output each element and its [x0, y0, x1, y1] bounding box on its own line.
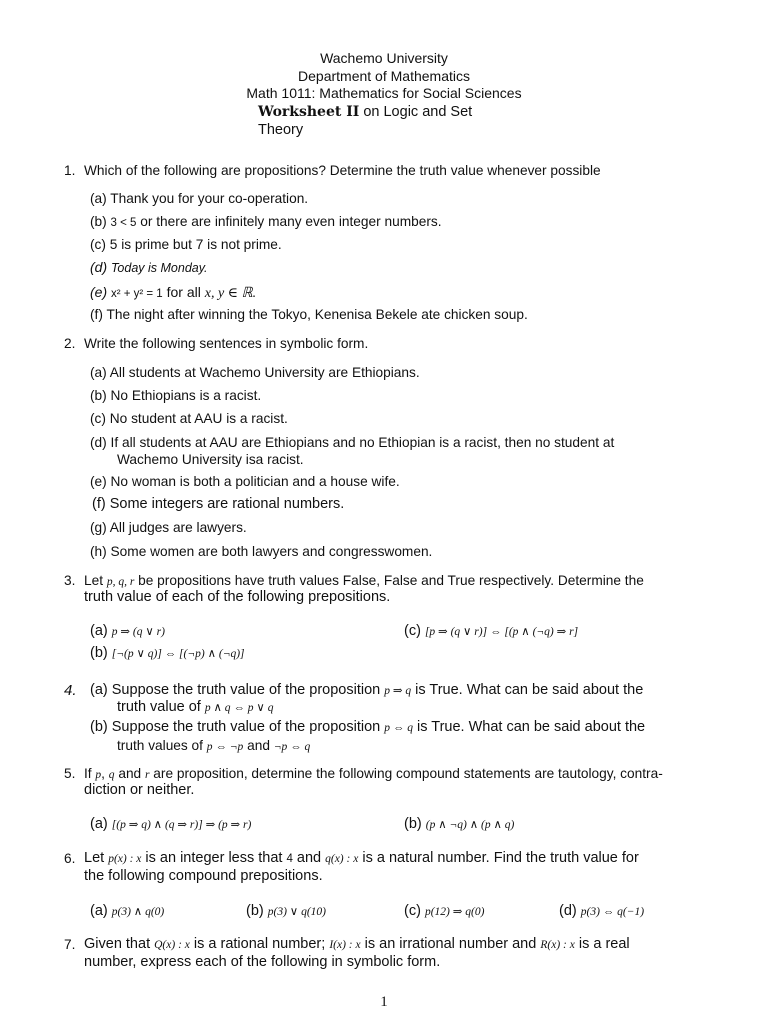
question-4-number: 4. — [64, 682, 77, 699]
q2-item-a: (a) All students at Wachemo University are Ethiopians. — [90, 365, 420, 380]
q1-item-b: (b) 3 < 5 or there are infinitely many even integer numbers. — [90, 214, 442, 229]
q2-item-h: (h) Some women are both lawyers and congresswomen. — [90, 544, 433, 559]
question-1-number: 1. — [64, 163, 76, 178]
q2-item-e: (e) No woman is both a politician and a house wife. — [90, 474, 400, 489]
question-5-text: If p, q and r are proposition, determine the following compound statements are tautology, contra- — [84, 766, 663, 781]
page-number: 1 — [380, 994, 388, 1010]
q4-item-a-line2: truth value of p ∧ q ⇔ p ∨ q — [117, 699, 274, 715]
q5-item-a: (a) [(p ⇒ q) ∧ (q ⇒ r)] ⇒ (p ⇒ r) — [90, 816, 252, 832]
document-header — [0, 50, 768, 103]
question-6-text-line2: the following compound prepositions. — [84, 868, 323, 884]
question-3-number: 3. — [64, 573, 76, 588]
q6-item-d: (d) p(3) ⇔ q(−1) — [559, 903, 645, 919]
q2-item-d-line2: Wachemo University isa racist. — [117, 452, 304, 467]
question-7-number: 7. — [64, 937, 76, 952]
q2-item-g: (g) All judges are lawyers. — [90, 520, 247, 535]
q6-item-b: (b) p(3) ∨ q(10) — [246, 903, 327, 919]
course-title: Math 1011: Mathematics for Social Sciences — [246, 85, 522, 101]
question-6-number: 6. — [64, 851, 76, 866]
question-1-text: Which of the following are propositions? Determine the truth value whenever possible — [84, 163, 601, 178]
department-name: Department of Mathematics — [298, 67, 470, 84]
question-5-text-line2: diction or neither. — [84, 782, 195, 798]
question-6-text: Let p(x) : x is an integer less that 4 and q(x) : x is a natural number. Find the truth value for — [84, 850, 639, 866]
q2-item-d: (d) If all students at AAU are Ethiopians and no Ethiopian is a racist, then no student at — [90, 435, 615, 450]
question-2-text: Write the following sentences in symbolic form. — [84, 336, 369, 351]
q1-item-e: (e) x² + y² = 1 for all x, y ∈ ℝ. — [90, 284, 257, 301]
q1-item-c: (c) 5 is prime but 7 is not prime. — [90, 237, 282, 252]
worksheet-title: Worksheet II on Logic and Set — [258, 104, 473, 120]
question-2-number: 2. — [64, 336, 76, 351]
q2-item-c: (c) No student at AAU is a racist. — [90, 411, 288, 426]
q1-item-f: (f) The night after winning the Tokyo, Kenenisa Bekele ate chicken soup. — [90, 307, 528, 322]
q4-item-b: (b) Suppose the truth value of the proposition p ⇔ q is True. What can be said about the — [90, 719, 646, 735]
question-7-text: Given that Q(x) : x is a rational number; I(x) : x is an irrational number and R(x) : x is a real — [84, 936, 630, 952]
q3-item-c: (c) [p ⇒ (q ∨ r)] ⇔ [(p ∧ (¬q) ⇒ r] — [404, 623, 579, 639]
q2-item-b: (b) No Ethiopians is a racist. — [90, 388, 262, 403]
q4-item-a: (a) Suppose the truth value of the proposition p ⇒ q is True. What can be said about the — [90, 682, 644, 698]
q6-item-a: (a) p(3) ∧ q(0) — [90, 903, 165, 919]
q6-item-c: (c) p(12) ⇒ q(0) — [404, 903, 485, 919]
q3-item-b: (b) [¬(p ∨ q)] ⇔ [(¬p) ∧ (¬q)] — [90, 645, 245, 661]
question-7-text-line2: number, express each of the following in symbolic form. — [84, 954, 441, 970]
q1-item-a: (a) Thank you for your co-operation. — [90, 191, 309, 206]
question-3-text-line2: truth value of each of the following prepositions. — [84, 589, 391, 605]
university-name: Wachemo University — [320, 50, 448, 66]
q1-item-d: (d) Today is Monday. — [90, 259, 208, 275]
q2-item-f: (f) Some integers are rational numbers. — [92, 496, 345, 512]
q4-item-b-line2: truth values of p ⇔ ¬p and ¬p ⇔ q — [117, 738, 311, 753]
question-5-number: 5. — [64, 766, 76, 781]
q5-item-b: (b) (p ∧ ¬q) ∧ (p ∧ q) — [404, 816, 515, 832]
question-3-text: Let p, q, r be propositions have truth values False, False and True respectively. Determine the — [84, 573, 644, 588]
q3-item-a: (a) p ⇒ (q ∨ r) — [90, 623, 165, 639]
worksheet-title-line2: Theory — [258, 122, 304, 138]
